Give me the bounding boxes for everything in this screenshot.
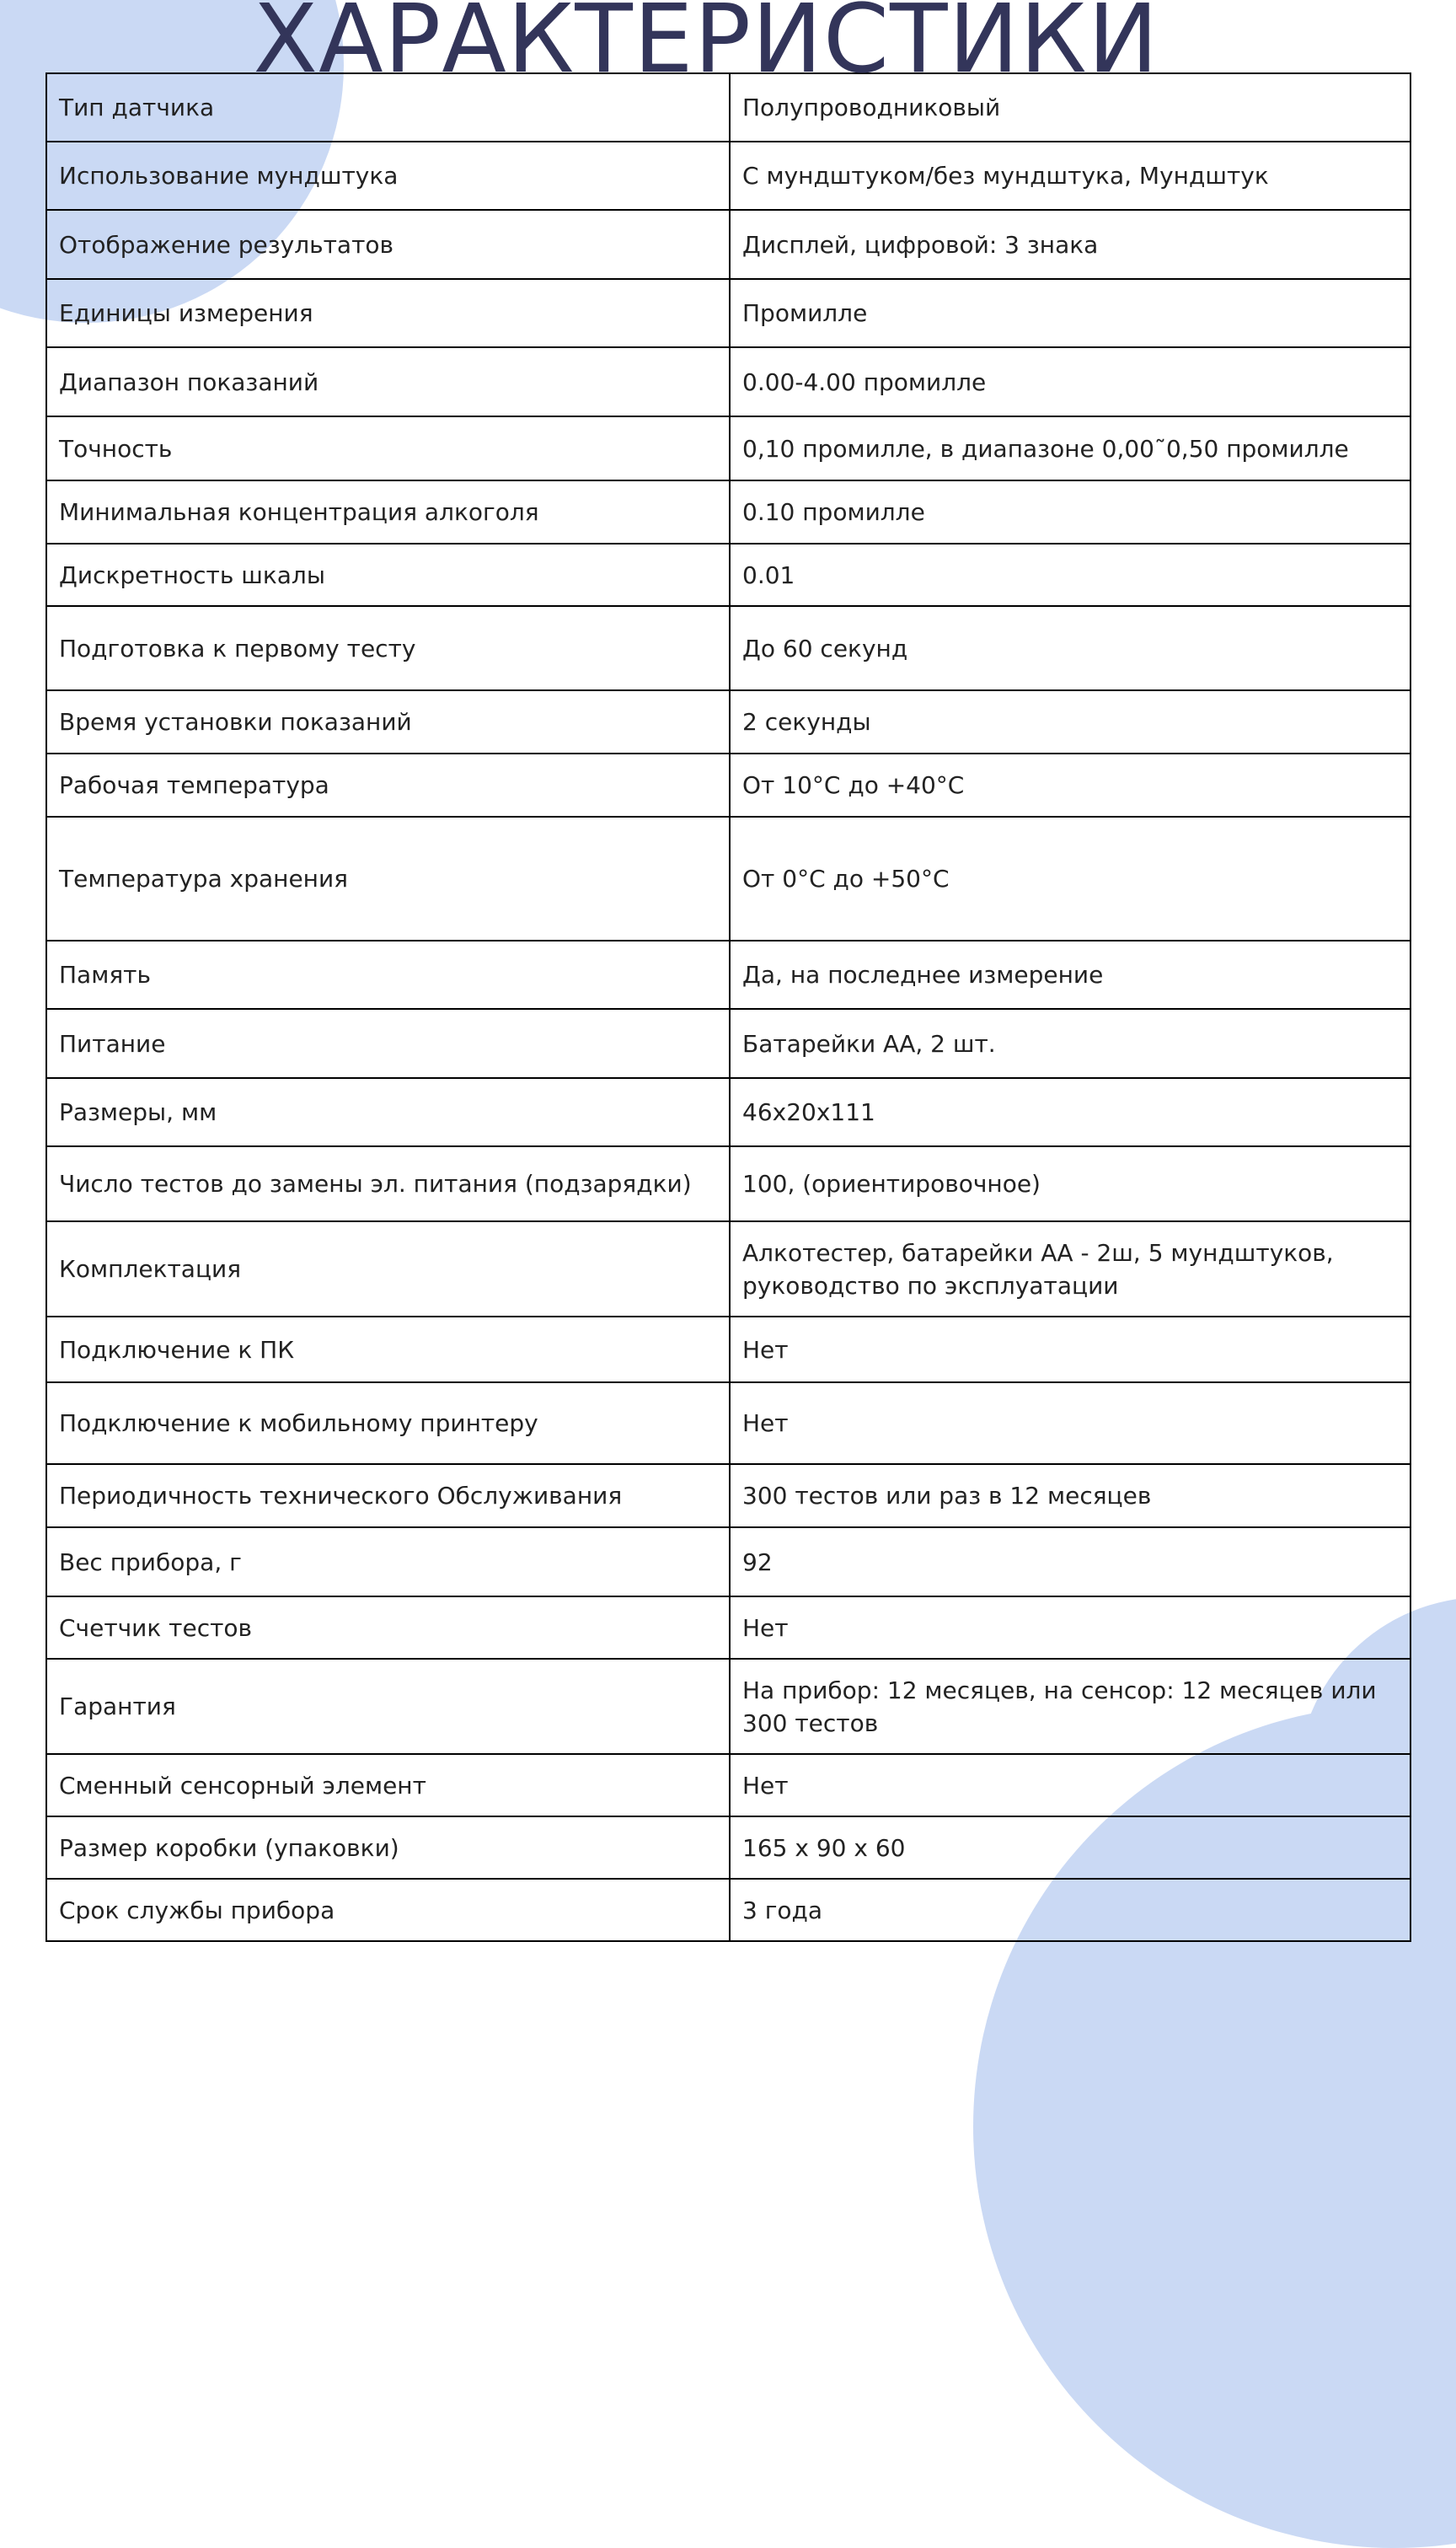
spec-value: Нет [730,1754,1410,1816]
spec-label: Сменный сенсорный элемент [46,1754,730,1816]
spec-label: Размер коробки (упаковки) [46,1816,730,1879]
spec-label: Время установки показаний [46,690,730,754]
spec-label: Память [46,941,730,1009]
table-row [46,1659,1410,1754]
table-row [46,1816,1410,1879]
table-row [46,1754,1410,1816]
spec-value: Полупроводниковый [730,73,1410,142]
table-row [46,754,1410,817]
table-row [46,606,1410,690]
spec-label: Число тестов до замены эл. питания (подзарядки) [46,1146,730,1221]
spec-value: Да, на последнее измерение [730,941,1410,1009]
spec-label: Рабочая температура [46,754,730,817]
spec-value: 46x20x111 [730,1078,1410,1146]
spec-value: 100, (ориентировочное) [730,1146,1410,1221]
spec-value: 0.01 [730,544,1410,606]
spec-value: 165 x 90 x 60 [730,1816,1410,1879]
spec-value: Батарейки АА, 2 шт. [730,1009,1410,1078]
table-row [46,142,1410,210]
table-row [46,817,1410,941]
table-row [46,1382,1410,1464]
spec-label: Диапазон показаний [46,347,730,416]
table-row [46,690,1410,754]
spec-label: Размеры, мм [46,1078,730,1146]
spec-label: Комплектация [46,1221,730,1317]
table-row [46,1146,1410,1221]
spec-label: Использование мундштука [46,142,730,210]
table-row [46,1596,1410,1659]
spec-label: Срок службы прибора [46,1879,730,1941]
spec-value: От 10°C до +40°C [730,754,1410,817]
spec-label: Температура хранения [46,817,730,941]
spec-label: Периодичность технического Обслуживания [46,1464,730,1527]
table-row [46,544,1410,606]
spec-label: Счетчик тестов [46,1596,730,1659]
spec-value: Дисплей, цифровой: 3 знака [730,210,1410,279]
spec-value: 300 тестов или раз в 12 месяцев [730,1464,1410,1527]
spec-label: Гарантия [46,1659,730,1754]
spec-label: Единицы измерения [46,279,730,347]
table-row [46,1879,1410,1941]
table-row [46,210,1410,279]
spec-value: Алкотестер, батарейки АА - 2ш, 5 мундштуков, руководство по эксплуатации [730,1221,1410,1317]
spec-label: Точность [46,416,730,480]
table-row [46,279,1410,347]
spec-value: 0,10 промилле, в диапазоне 0,00˜0,50 промилле [730,416,1410,480]
table-row [46,1464,1410,1527]
table-row [46,1221,1410,1317]
spec-value: До 60 секунд [730,606,1410,690]
spec-label: Питание [46,1009,730,1078]
spec-label: Подключение к мобильному принтеру [46,1382,730,1464]
table-row [46,941,1410,1009]
spec-label: Отображение результатов [46,210,730,279]
spec-value: Промилле [730,279,1410,347]
spec-label: Дискретность шкалы [46,544,730,606]
spec-label: Подготовка к первому тесту [46,606,730,690]
spec-label: Подключение к ПК [46,1317,730,1382]
spec-label: Вес прибора, г [46,1527,730,1596]
page-title: ХАРАКТЕРИСТИКИ [253,0,1159,94]
spec-value: Нет [730,1382,1410,1464]
spec-label: Минимальная концентрация алкоголя [46,480,730,544]
table-row [46,1527,1410,1596]
spec-value: 92 [730,1527,1410,1596]
spec-value: Нет [730,1596,1410,1659]
spec-value: 3 года [730,1879,1410,1941]
spec-value: 2 секунды [730,690,1410,754]
table-row [46,480,1410,544]
spec-value: С мундштуком/без мундштука, Мундштук [730,142,1410,210]
table-row [46,347,1410,416]
spec-value: Нет [730,1317,1410,1382]
spec-value: 0.00-4.00 промилле [730,347,1410,416]
spec-label: Тип датчика [46,73,730,142]
table-row [46,1078,1410,1146]
spec-value: От 0°C до +50°C [730,817,1410,941]
table-row [46,1317,1410,1382]
table-row [46,1009,1410,1078]
spec-value: 0.10 промилле [730,480,1410,544]
table-row [46,416,1410,480]
specs-table [46,72,1411,1942]
spec-value: На прибор: 12 месяцев, на сенсор: 12 месяцев или 300 тестов [730,1659,1410,1754]
